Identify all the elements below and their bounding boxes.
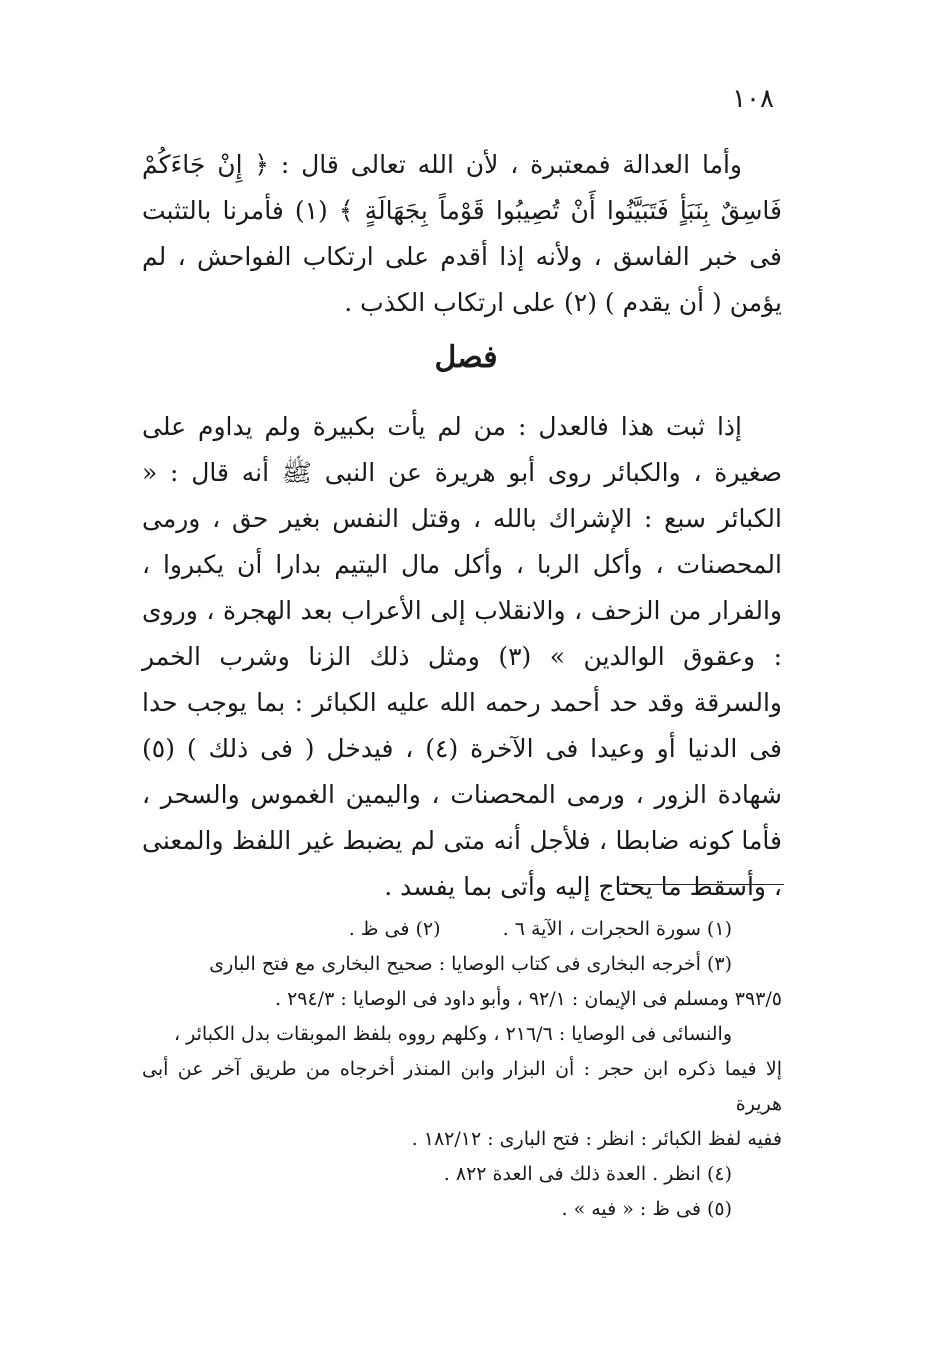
footnote-2: (٢) فى ظ . <box>348 918 441 940</box>
footnotes <box>142 912 782 1227</box>
footnote-3-continued: ففيه لفظ الكبائر : انظر : فتح البارى : ١٨٢/١٢ . <box>411 1128 782 1150</box>
footnote-divider <box>620 884 784 885</box>
paragraph-text: وأما العدالة فمعتبرة ، لأن الله تعالى قال : ﴿ إِنْ جَاءَكُمْ فَاسِقٌ بِنَبَأٍ فَتَبَيَّنُوا أَنْ تُصِيبُوا قَوْماً بِجَهَالَةٍ ﴾ (١) فأمرنا بالتثبت فى خبر الفاسق ، ولأنه إذا أقدم على ارتكاب الفواحش ، لم يؤمن ( أن يقدم ) (٢) على ارتكاب الكذب . <box>142 150 782 317</box>
page-number: ١٠٨ <box>732 84 774 114</box>
footnote-3: (٣) أخرجه البخارى فى كتاب الوصايا : صحيح البخارى مع فتح البارى <box>209 953 732 975</box>
footnote-1: (١) سورة الحجرات ، الآية ٦ . <box>502 918 732 940</box>
footnote-3-continued: والنسائى فى الوصايا : ٢١٦/٦ ، وكلهم رووه بلفظ الموبقات بدل الكبائر ، <box>173 1023 732 1045</box>
paragraph-adalah <box>142 142 782 326</box>
footnote-3-continued: ٣٩٣/٥ ومسلم فى الإيمان : ٩٢/١ ، وأبو داود فى الوصايا : ٢٩٤/٣ . <box>274 988 782 1010</box>
footnote-line <box>142 912 782 947</box>
footnote-4: (٤) انظر . العدة ذلك فى العدة ٨٢٢ . <box>443 1163 732 1185</box>
paragraph-adl <box>142 404 782 910</box>
footnote-3-continued: إلا فيما ذكره ابن حجر : أن البزار وابن المنذر أخرجاه من طريق آخر عن أبى هريرة <box>142 1058 782 1115</box>
paragraph-text: إذا ثبت هذا فالعدل : من لم يأت بكبيرة ولم يداوم على صغيرة ، والكبائر روى أبو هريرة عن النبى ﷺ أنه قال : « الكبائر سبع : الإشراك بالله ، وقتل النفس بغير حق ، ورمى المحصنات ، وأكل الربا ، وأكل مال اليتيم بدارا أن يكبروا ، والفرار من الزحف ، والانقلاب إلى الأعراب بعد الهجرة ، وروى : وعقوق الوالدين » (٣) ومثل ذلك الزنا وشرب الخمر والسرقة وقد حد أحمد رحمه الله عليه الكبائر : بما يوجب حدا فى الدنيا أو وعيدا فى الآخرة (٤) ، فيدخل ( فى ذلك ) (٥) شهادة الزور ، ورمى المحصنات ، واليمين الغموس والسحر ، فأما كونه ضابطا ، فلأجل أنه متى لم يضبط غير اللفظ والمعنى ، وأسقط ما يحتاج إليه وأتى بما يفسد . <box>142 412 783 901</box>
section-title: فصل <box>434 340 498 375</box>
footnote-5: (٥) فى ظ : « فيه » . <box>561 1198 732 1220</box>
